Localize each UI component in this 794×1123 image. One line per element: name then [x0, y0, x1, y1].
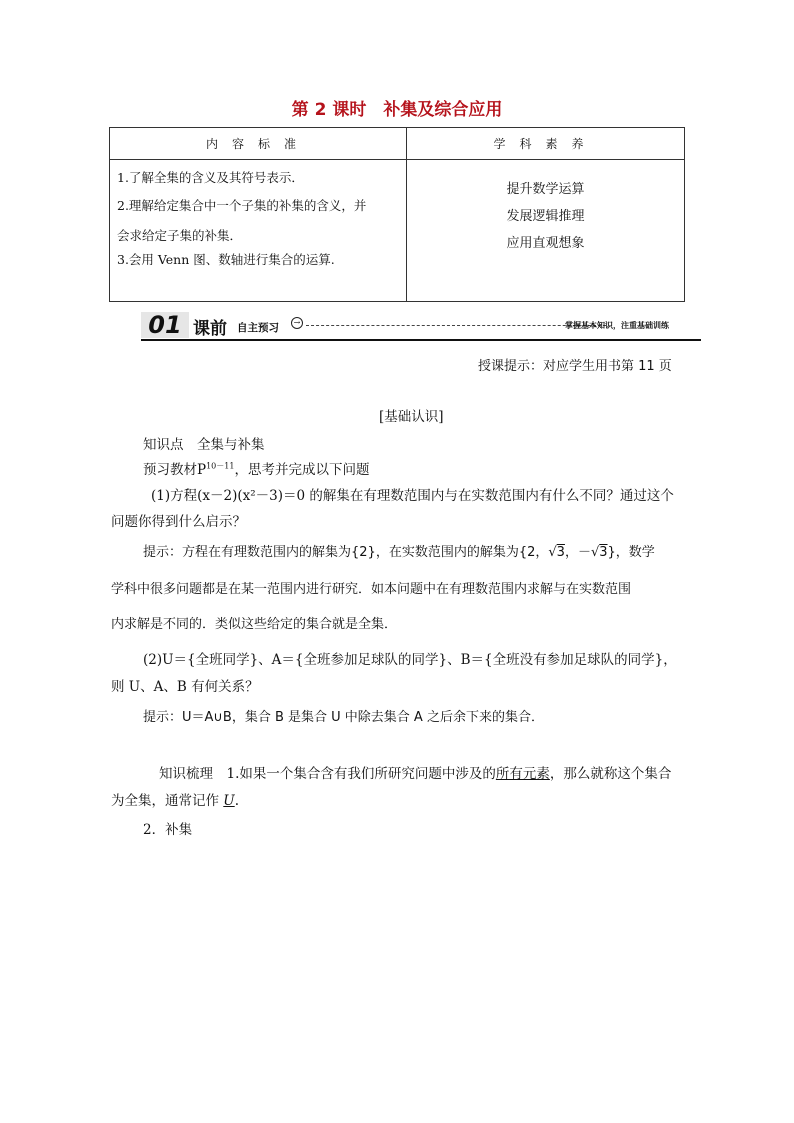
preview-instruction	[143, 458, 369, 478]
hint-2: 提示：U＝A∪B，集合 B 是集合 U 中除去集合 A 之后余下来的集合．	[143, 710, 544, 725]
sqrt-argument: 3	[599, 545, 608, 560]
review-symbol: U	[223, 793, 235, 809]
standards-table	[109, 127, 685, 302]
review-text-a: 1.如果一个集合含有我们所研究问题中涉及的	[226, 766, 496, 782]
sqrt-argument: 3	[556, 545, 565, 560]
standard-item: 1.了解全集的含义及其符号表示．	[117, 170, 304, 185]
header-subject-literacy: 学科素养	[407, 128, 685, 160]
literacy-item: 提升数学运算	[506, 182, 585, 197]
review-underlined-term: 所有元素	[495, 766, 550, 782]
hint-1-line-1	[143, 541, 655, 560]
teaching-hint: 授课提示：对应学生用书第 11 页	[478, 359, 672, 374]
knowledge-point: 知识点 全集与补集	[143, 437, 265, 453]
literacy-item: 发展逻辑推理	[506, 209, 585, 224]
review-line-2-text: 为全集，通常记作	[111, 793, 219, 809]
review-line-1	[159, 762, 671, 782]
banner-word: 课前	[193, 319, 227, 339]
hint-1-part-b: ，－	[564, 545, 591, 560]
preview-suffix: ，思考并完成以下问题	[234, 462, 370, 478]
literacy-cell	[407, 160, 685, 302]
item-2-heading: 2．补集	[143, 822, 193, 838]
banner-right-text: 掌握基本知识，注重基础训练	[565, 320, 669, 330]
banner-subtitle: 自主预习	[237, 322, 279, 334]
question-1-line-2: 问题你得到什么启示？	[111, 514, 246, 530]
header-content-standard: 内容标准	[110, 128, 407, 160]
question-2-line-1: (2)U＝{全班同学}、A＝{全班参加足球队的同学}、B＝{全班没有参加足球队的同学}，	[143, 652, 677, 668]
hint-1-part-a: 提示：方程在有理数范围内的解集为{2}，在实数范围内的解集为{2，	[143, 545, 549, 560]
hint-1-line-2: 学科中很多问题都是在某一范围内进行研究．如本问题中在有理数范围内求解与在实数范围	[111, 582, 632, 597]
sqrt-icon: √	[590, 545, 600, 560]
section-banner	[141, 312, 701, 342]
hint-1-line-3: 内求解是不同的．类似这些给定的集合就是全集．	[111, 617, 398, 632]
hint-1-part-c: }，数学	[607, 545, 655, 560]
preview-pages: 10－11	[206, 461, 235, 471]
sqrt-icon: √	[548, 545, 557, 560]
review-label: 知识梳理	[159, 766, 213, 782]
banner-divider	[306, 325, 606, 326]
standard-item: 2.理解给定集合中一个子集的补集的含义，并	[117, 198, 367, 213]
banner-underline	[141, 339, 701, 341]
banner-number: 01	[141, 312, 189, 338]
review-line-2	[111, 789, 239, 809]
preview-prefix: 预习教材P	[143, 462, 207, 478]
literacy-item: 应用直观想象	[506, 236, 585, 251]
standards-cell	[110, 160, 407, 302]
arrow-right-icon: →	[291, 317, 303, 329]
question-1-line-1: (1)方程(x－2)(x²－3)＝0 的解集在有理数范围内与在实数范围内有什么不同？通过这个	[151, 488, 674, 504]
standard-item: 3.会用 Venn 图、数轴进行集合的运算.	[117, 252, 335, 267]
standard-item: 会求给定子集的补集．	[117, 228, 243, 243]
question-2-line-2: 则 U、A、B 有何关系？	[111, 679, 259, 695]
section-heading: [基础认识]	[379, 409, 444, 425]
page-title: 第 2 课时 补集及综合应用	[291, 100, 503, 120]
review-text-b: ，那么就称这个集合	[549, 766, 672, 782]
review-line-2-end: .	[234, 793, 239, 809]
